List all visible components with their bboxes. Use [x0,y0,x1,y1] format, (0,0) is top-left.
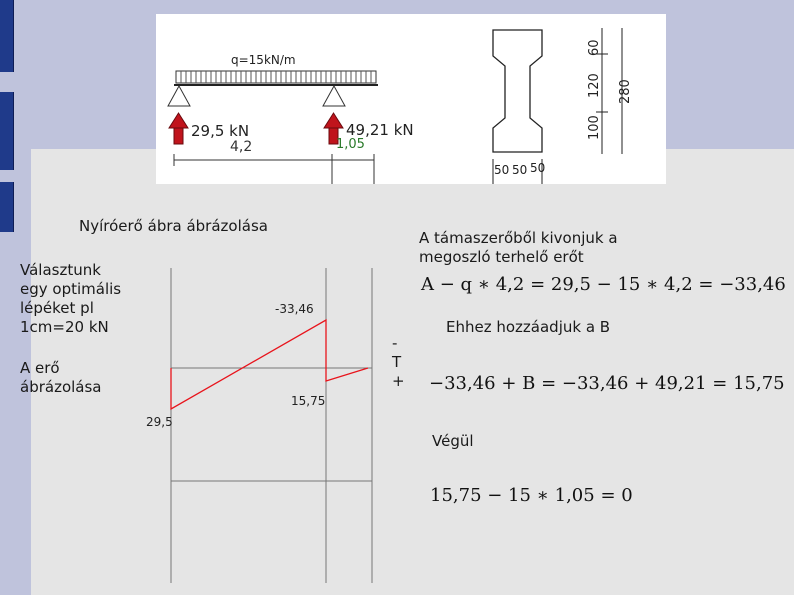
equation-1: A − q ∗ 4,2 = 29,5 − 15 ∗ 4,2 = −33,46 [421,274,786,295]
left-text-force: A erő ábrázolása [20,359,102,396]
dim-100-label: 100 [587,115,602,140]
reaction-b-label: 49,21 kN [346,121,414,139]
dim-w3-label: 50 [530,161,546,175]
dim-w1-label: 50 [494,163,510,177]
dim-w2-label: 50 [512,163,528,177]
note-finally: Végül [432,432,474,450]
shear-line [171,320,368,409]
load-label: q=15kN/m [231,53,296,67]
span-2-label: 1,05 [336,137,365,152]
dim-280-label: 280 [618,79,633,104]
equation-2: −33,46 + B = −33,46 + 49,21 = 15,75 [429,373,785,394]
equation-3: 15,75 − 15 ∗ 1,05 = 0 [430,485,633,506]
dim-60-label: 60 [587,39,602,56]
left-text-step: Választunk egy optimális lépéket pl 1cm=20 kN [20,261,122,336]
shear-label-start: 29,5 [146,415,173,429]
span-1-label: 4,2 [230,139,253,155]
slide-title: Nyíróerő ábra ábrázolása [79,217,268,235]
shear-label-top: -33,46 [275,302,314,316]
note-subtract: A támaszerőből kivonjuk a megoszló terhelő erőt [419,229,618,266]
diagram-grid [171,268,372,583]
dim-120-label: 120 [587,73,602,98]
reaction-a-label: 29,5 kN [191,122,250,140]
vertical-sign-label: - T + [392,334,405,390]
note-add-b: Ehhez hozzáadjuk a B [446,318,611,336]
shear-label-mid: 15,75 [291,394,326,408]
